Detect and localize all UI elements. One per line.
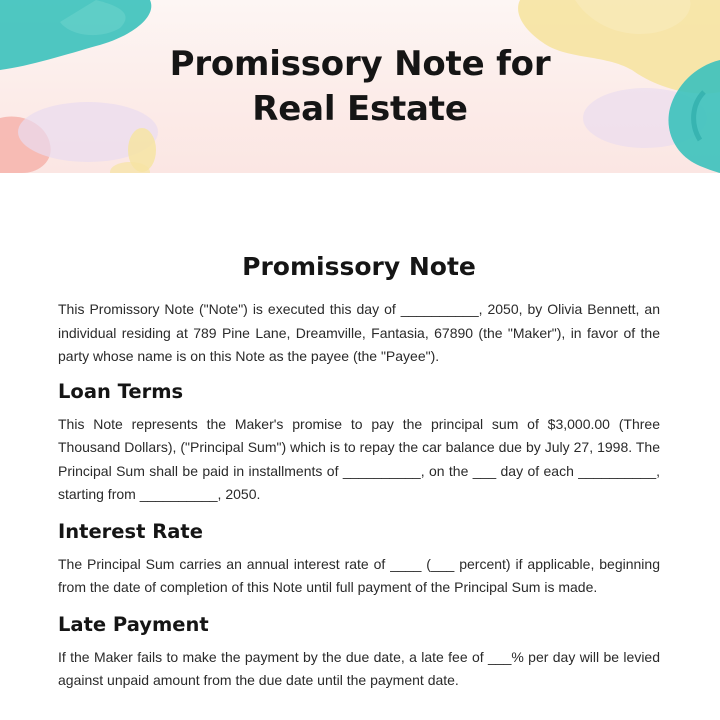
section-heading: Interest Rate	[58, 519, 203, 543]
header-banner	[0, 0, 720, 173]
section-paragraph: If the Maker fails to make the payment by the due date, a late fee of ___% per day will be levied against unpaid amount from the due date until the payment date.	[58, 648, 660, 688]
banner-title-line2: Real Estate	[252, 89, 468, 129]
section-heading: Loan Terms	[58, 379, 184, 403]
banner-title	[0, 42, 720, 132]
banner-title-line1: Promissory Note for	[169, 44, 551, 84]
intro-paragraph: This Promissory Note ("Note") is executed this day of __________, 2050, by Olivia Bennett, an individual residing at 789 Pine Lane, Dreamville, Fantasia, 67890 (the "Maker"), in favor of the party whose name is on this Note as the payee (the "Payee").	[58, 301, 660, 364]
section-interest-rate	[58, 517, 660, 600]
section-paragraph: This Note represents the Maker's promise to pay the principal sum of $3,000.00 (Three Thousand Dollars), ("Principal Sum") which is to repay the car balance due by July 27, 1998. The Principal Sum shall be paid in installments of __________, on the ___ day of each __________, starting from __________, 2050.	[58, 415, 660, 502]
document-title: Promissory Note	[242, 252, 476, 281]
section-loan-terms	[58, 377, 660, 507]
section-paragraph: The Principal Sum carries an annual interest rate of ____ (___ percent) if applicable, beginning from the date of completion of this Note until full payment of the Principal Sum is made.	[58, 555, 660, 595]
section-late-payment	[58, 610, 660, 693]
document-body	[58, 250, 660, 693]
section-heading: Late Payment	[58, 612, 209, 636]
